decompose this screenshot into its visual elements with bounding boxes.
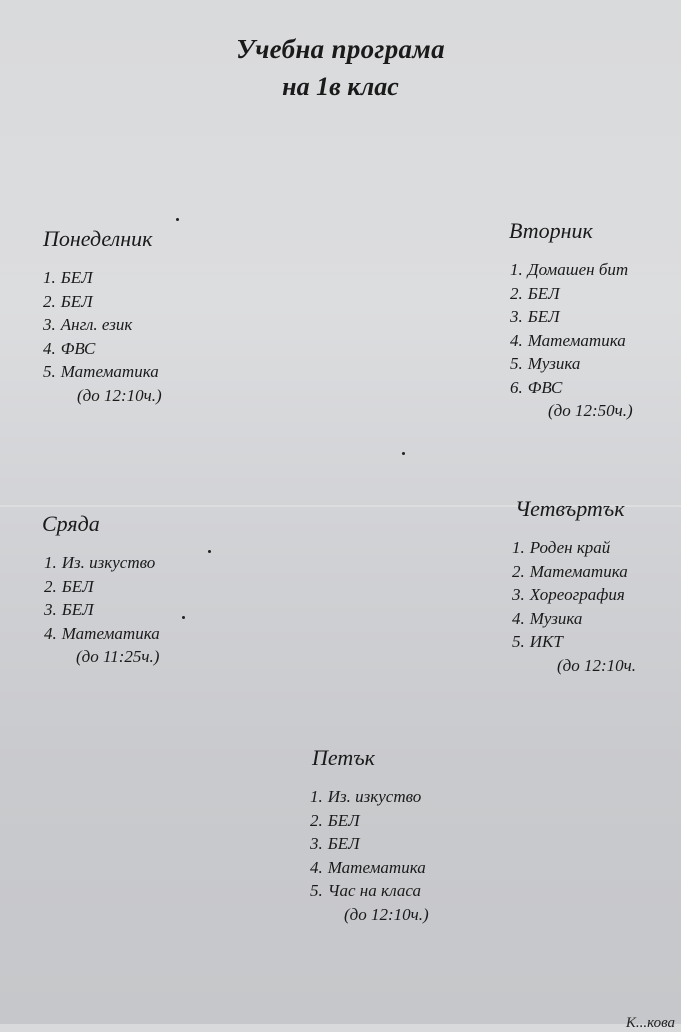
lesson-item: 4. ФВС — [43, 338, 96, 358]
lesson-item: 1. Домашен бит — [510, 260, 629, 279]
end-time: (до 12:10ч. — [557, 655, 637, 675]
lesson-item: 1. Из. изкуство — [310, 787, 422, 806]
day-name: Четвъртък — [515, 496, 625, 521]
lesson-item: 2. БЕЛ — [43, 291, 93, 311]
day-block-wednesday — [42, 511, 160, 669]
end-time: (до 12:50ч.) — [548, 401, 633, 420]
day-name: Петък — [312, 745, 375, 770]
day-name: Сряда — [42, 511, 100, 536]
end-time: (до 11:25ч.) — [76, 647, 160, 666]
lesson-list — [44, 551, 160, 645]
lesson-item: 3. Англ. език — [43, 315, 133, 334]
day-block-tuesday — [510, 218, 633, 423]
lesson-item: 4. Музика — [512, 608, 583, 628]
day-name: Вторник — [509, 218, 593, 243]
day-block-monday — [43, 226, 162, 407]
lesson-item: 2. Математика — [512, 561, 628, 581]
lesson-item: 1. Из. изкуство — [44, 553, 156, 572]
lesson-item: 3. БЕЛ — [310, 834, 360, 853]
paper-speck — [176, 218, 179, 221]
lesson-item: 3. БЕЛ — [510, 307, 560, 326]
paper-speck — [402, 452, 405, 455]
day-block-friday — [310, 745, 429, 926]
lesson-list — [512, 536, 636, 654]
document-title: Учебна програма — [236, 34, 445, 64]
paper-speck — [208, 550, 211, 553]
lesson-item: 4. Математика — [510, 330, 626, 350]
lesson-item: 5. Музика — [510, 354, 581, 373]
lesson-item: 2. БЕЛ — [44, 576, 94, 596]
lesson-item: 4. Математика — [44, 623, 160, 643]
lesson-list — [310, 785, 429, 903]
day-block-thursday — [512, 496, 636, 677]
lesson-item: 2. БЕЛ — [510, 283, 560, 303]
lesson-item: 5. Час на класа — [310, 881, 421, 900]
corner-fragment-text: К...кова — [625, 1015, 675, 1031]
lesson-item: 6. ФВС — [510, 377, 563, 397]
end-time: (до 12:10ч.) — [77, 385, 162, 405]
lesson-item: 5. ИКТ — [512, 632, 563, 651]
lesson-item: 1. Роден край — [512, 538, 611, 557]
end-time: (до 12:10ч.) — [344, 904, 429, 924]
day-name: Понеделник — [43, 226, 153, 251]
lesson-list — [43, 266, 162, 384]
lesson-item: 3. БЕЛ — [44, 600, 94, 619]
lesson-item: 5. Математика — [43, 362, 159, 381]
lesson-item: 4. Математика — [310, 857, 426, 877]
lesson-list — [510, 258, 633, 399]
lesson-item: 2. БЕЛ — [310, 810, 360, 830]
paper-speck — [182, 616, 185, 619]
document-subtitle: на 1в клас — [282, 72, 399, 101]
lesson-item: 1. БЕЛ — [43, 268, 93, 287]
lesson-item: 3. Хореография — [512, 585, 625, 604]
